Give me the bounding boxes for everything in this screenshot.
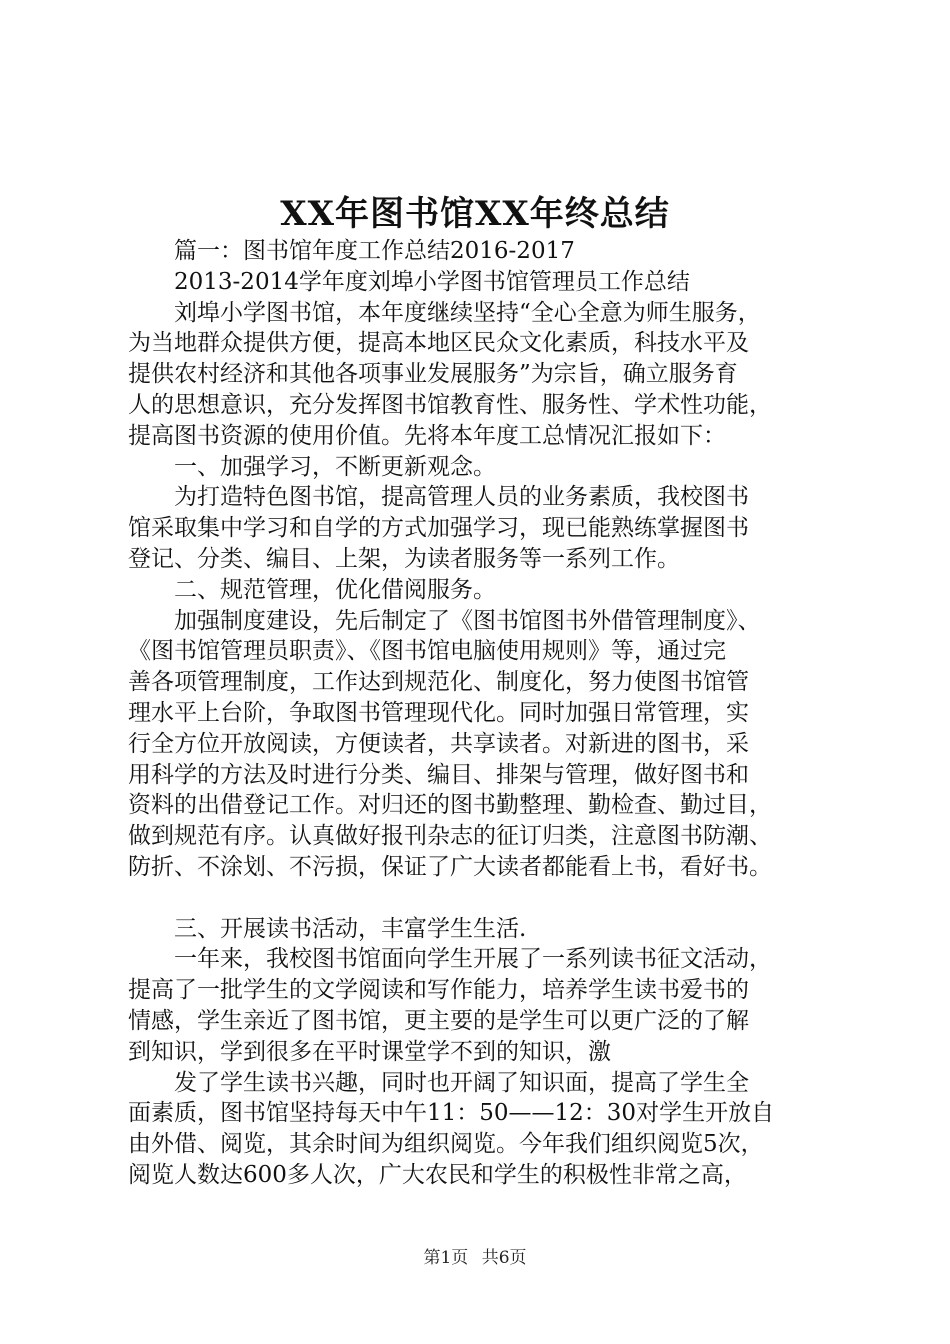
text-line: 篇一：图书馆年度工作总结2016-2017 <box>174 238 575 264</box>
text-line: 善各项管理制度，工作达到规范化、制度化，努力使图书馆管 <box>128 669 749 696</box>
document-body <box>128 236 848 1191</box>
text-line: 提高图书资源的使用价值。先将本年度工总情况汇报如下： <box>128 422 726 449</box>
page-total: 共6页 <box>481 1248 527 1268</box>
text-line: 人的思想意识，充分发挥图书馆教育性、服务性、学术性功能， <box>128 391 772 418</box>
text-line: 《图书馆管理员职责》、《图书馆电脑使用规则》等，通过完 <box>128 638 726 665</box>
text-line: 做到规范有序。认真做好报刊杂志的征订归类，注意图书防潮、 <box>128 823 772 850</box>
text-line: 阅览人数达600多人次，广大农民和学生的积极性非常之高， <box>128 1161 747 1188</box>
text-line: 提供农村经济和其他各项事业发展服务”为宗旨，确立服务育 <box>128 361 738 388</box>
page-number: 第1页 <box>423 1248 469 1268</box>
text-line: 登记、分类、编目、上架，为读者服务等一系列工作。 <box>128 545 680 572</box>
text-line: 三、开展读书活动，丰富学生生活. <box>174 915 527 942</box>
document-title: XX年图书馆XX年终总结 <box>280 194 670 234</box>
page-footer <box>0 1243 950 1268</box>
text-line: 到知识，学到很多在平时课堂学不到的知识，激 <box>128 1038 611 1065</box>
text-line: 为打造特色图书馆，提高管理人员的业务素质，我校图书 <box>174 484 749 511</box>
text-line: 二、规范管理，优化借阅服务。 <box>174 576 496 603</box>
text-line: 情感，学生亲近了图书馆，更主要的是学生可以更广泛的了解 <box>128 1007 749 1034</box>
text-line: 防折、不涂划、不污损，保证了广大读者都能看上书，看好书。 <box>128 853 772 880</box>
text-line: 一年来，我校图书馆面向学生开展了一系列读书征文活动， <box>174 946 772 973</box>
blank-line <box>128 883 848 914</box>
text-line: 提高了一批学生的文学阅读和写作能力，培养学生读书爱书的 <box>128 977 749 1004</box>
text-line: 面素质，图书馆坚持每天中午11：50——12：30对学生开放自 <box>128 1100 775 1127</box>
text-line: 理水平上台阶，争取图书管理现代化。同时加强日常管理，实 <box>128 699 749 726</box>
text-line: 用科学的方法及时进行分类、编目、排架与管理，做好图书和 <box>128 761 749 788</box>
text-line: 刘埠小学图书馆，本年度继续坚持“全心全意为师生服务， <box>174 299 761 326</box>
text-line: 发了学生读书兴趣，同时也开阔了知识面，提高了学生全 <box>174 1069 749 1096</box>
text-line: 为当地群众提供方便，提高本地区民众文化素质，科技水平及 <box>128 330 749 357</box>
text-line: 加强制度建设，先后制定了《图书馆图书外借管理制度》、 <box>174 607 761 634</box>
text-line: 馆采取集中学习和自学的方式加强学习，现已能熟练掌握图书 <box>128 515 749 542</box>
text-line: 2013-2014学年度刘埠小学图书馆管理员工作总结 <box>174 268 690 295</box>
text-line: 行全方位开放阅读，方便读者，共享读者。对新进的图书，采 <box>128 730 749 757</box>
text-line: 由外借、阅览，其余时间为组织阅览。今年我们组织阅览5次， <box>128 1131 764 1158</box>
text-line: 一、加强学习，不断更新观念。 <box>174 453 496 480</box>
text-line: 资料的出借登记工作。对归还的图书勤整理、勤检查、勤过目， <box>128 792 772 819</box>
